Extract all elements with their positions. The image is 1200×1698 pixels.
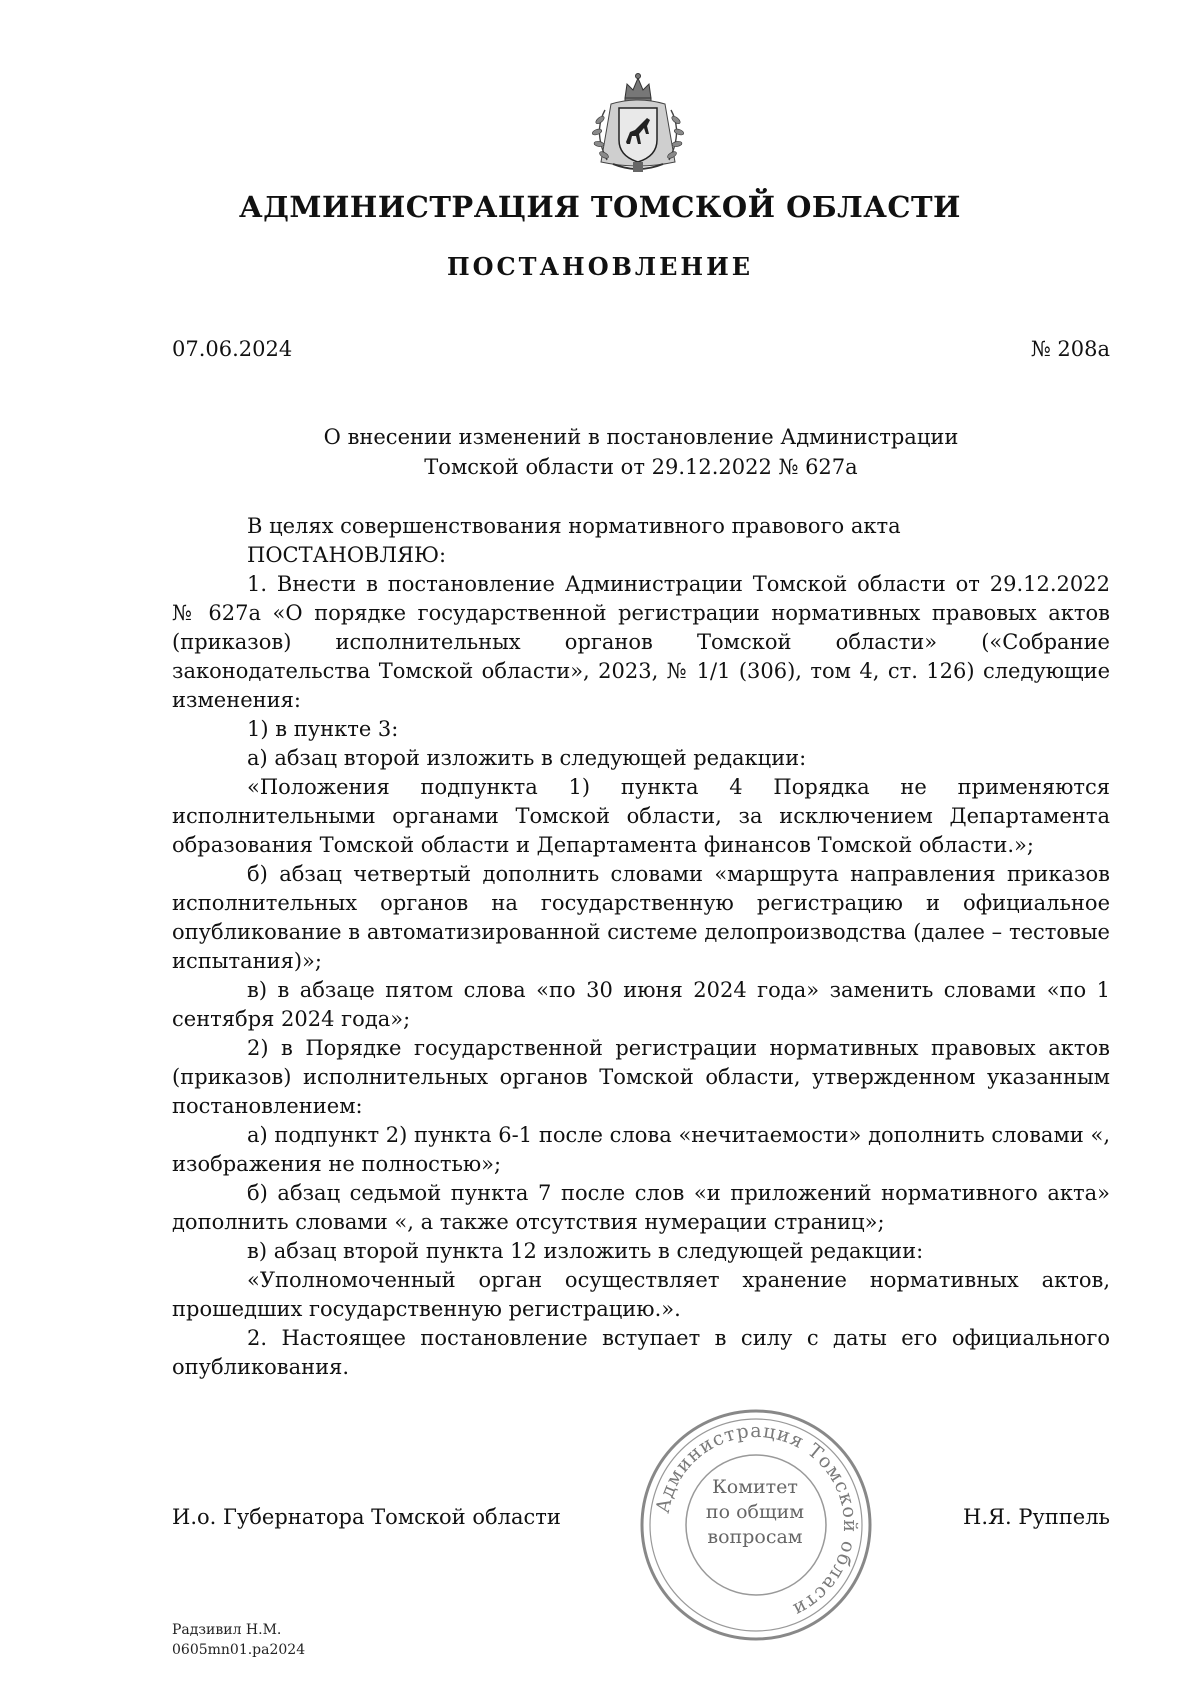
document-body [172, 512, 1110, 1382]
document-number: № 208а [1030, 337, 1110, 361]
body-paragraph: б) абзац четвертый дополнить словами «маршрута направления приказов исполнительных органов на государственную регистрацию и официальное опубликование в автоматизированной системе делопроизводства (далее – тестовые испытания)»; [172, 862, 1110, 973]
body-paragraph: 1. Внести в постановление Администрации Томской области от 29.12.2022 № 627а «О порядке государственной регистрации нормативных правовых актов (приказов) исполнительных органов Томской области» («Собрание законодательства Томской области», 2023, № 1/1 (306), том 4, ст. 126) следующие изменения: [172, 572, 1110, 712]
subject-line: Томской области от 29.12.2022 № 627а [424, 455, 858, 479]
body-paragraph: «Положения подпункта 1) пункта 4 Порядка не применяются исполнительными органами Томской области, за исключением Департамента образования Томской области и Департамента финансов Томской области.»; [172, 775, 1110, 857]
preamble: В целях совершенствования нормативного правового акта [247, 514, 901, 538]
body-paragraph: а) абзац второй изложить в следующей редакции: [247, 746, 807, 770]
stamp-line: вопросам [707, 1526, 803, 1548]
document-subject [172, 422, 1110, 482]
subject-line: О внесении изменений в постановление Администрации [323, 425, 959, 449]
body-paragraph: 2. Настоящее постановление вступает в силу с даты его официального опубликования. [172, 1326, 1110, 1379]
document-code: 0605mn01.pa2024 [172, 1642, 306, 1658]
decree-word: ПОСТАНОВЛЯЮ: [247, 543, 447, 567]
body-paragraph: а) подпункт 2) пункта 6-1 после слова «нечитаемости» дополнить словами «, изображения не полностью»; [172, 1123, 1110, 1176]
stamp-ring-text: Администрация Томской области [651, 1419, 862, 1622]
stamp-center-text [680, 1475, 830, 1550]
body-paragraph: в) абзац второй пункта 12 изложить в следующей редакции: [247, 1239, 924, 1263]
body-paragraph: 1) в пункте 3: [247, 717, 399, 741]
document-date: 07.06.2024 [172, 337, 293, 361]
organization-title: АДМИНИСТРАЦИЯ ТОМСКОЙ ОБЛАСТИ [239, 190, 961, 224]
stamp-line: Комитет [712, 1476, 798, 1498]
stamp-line: по общим [705, 1501, 805, 1523]
body-paragraph: «Уполномоченный орган осуществляет хранение нормативных актов, прошедших государственную регистрацию.». [172, 1268, 1110, 1321]
executor-info [172, 1620, 305, 1660]
executor-name: Радзивил Н.М. [172, 1622, 282, 1638]
signatory-title: И.о. Губернатора Томской области [172, 1505, 561, 1529]
signatory-name: Н.Я. Руппель [963, 1505, 1110, 1529]
tomsk-coat-of-arms-icon [583, 70, 693, 178]
body-paragraph: 2) в Порядке государственной регистрации нормативных правовых актов (приказов) исполнительных органов Томской области, утвержденном указанным постановлением: [172, 1036, 1110, 1118]
document-type: ПОСТАНОВЛЕНИЕ [446, 252, 754, 281]
body-paragraph: в) в абзаце пятом слова «по 30 июня 2024 года» заменить словами «по 1 сентября 2024 года»; [172, 978, 1110, 1031]
body-paragraph: б) абзац седьмой пункта 7 после слов «и приложений нормативного акта» дополнить словами «, а также отсутствия нумерации страниц»; [172, 1181, 1110, 1234]
